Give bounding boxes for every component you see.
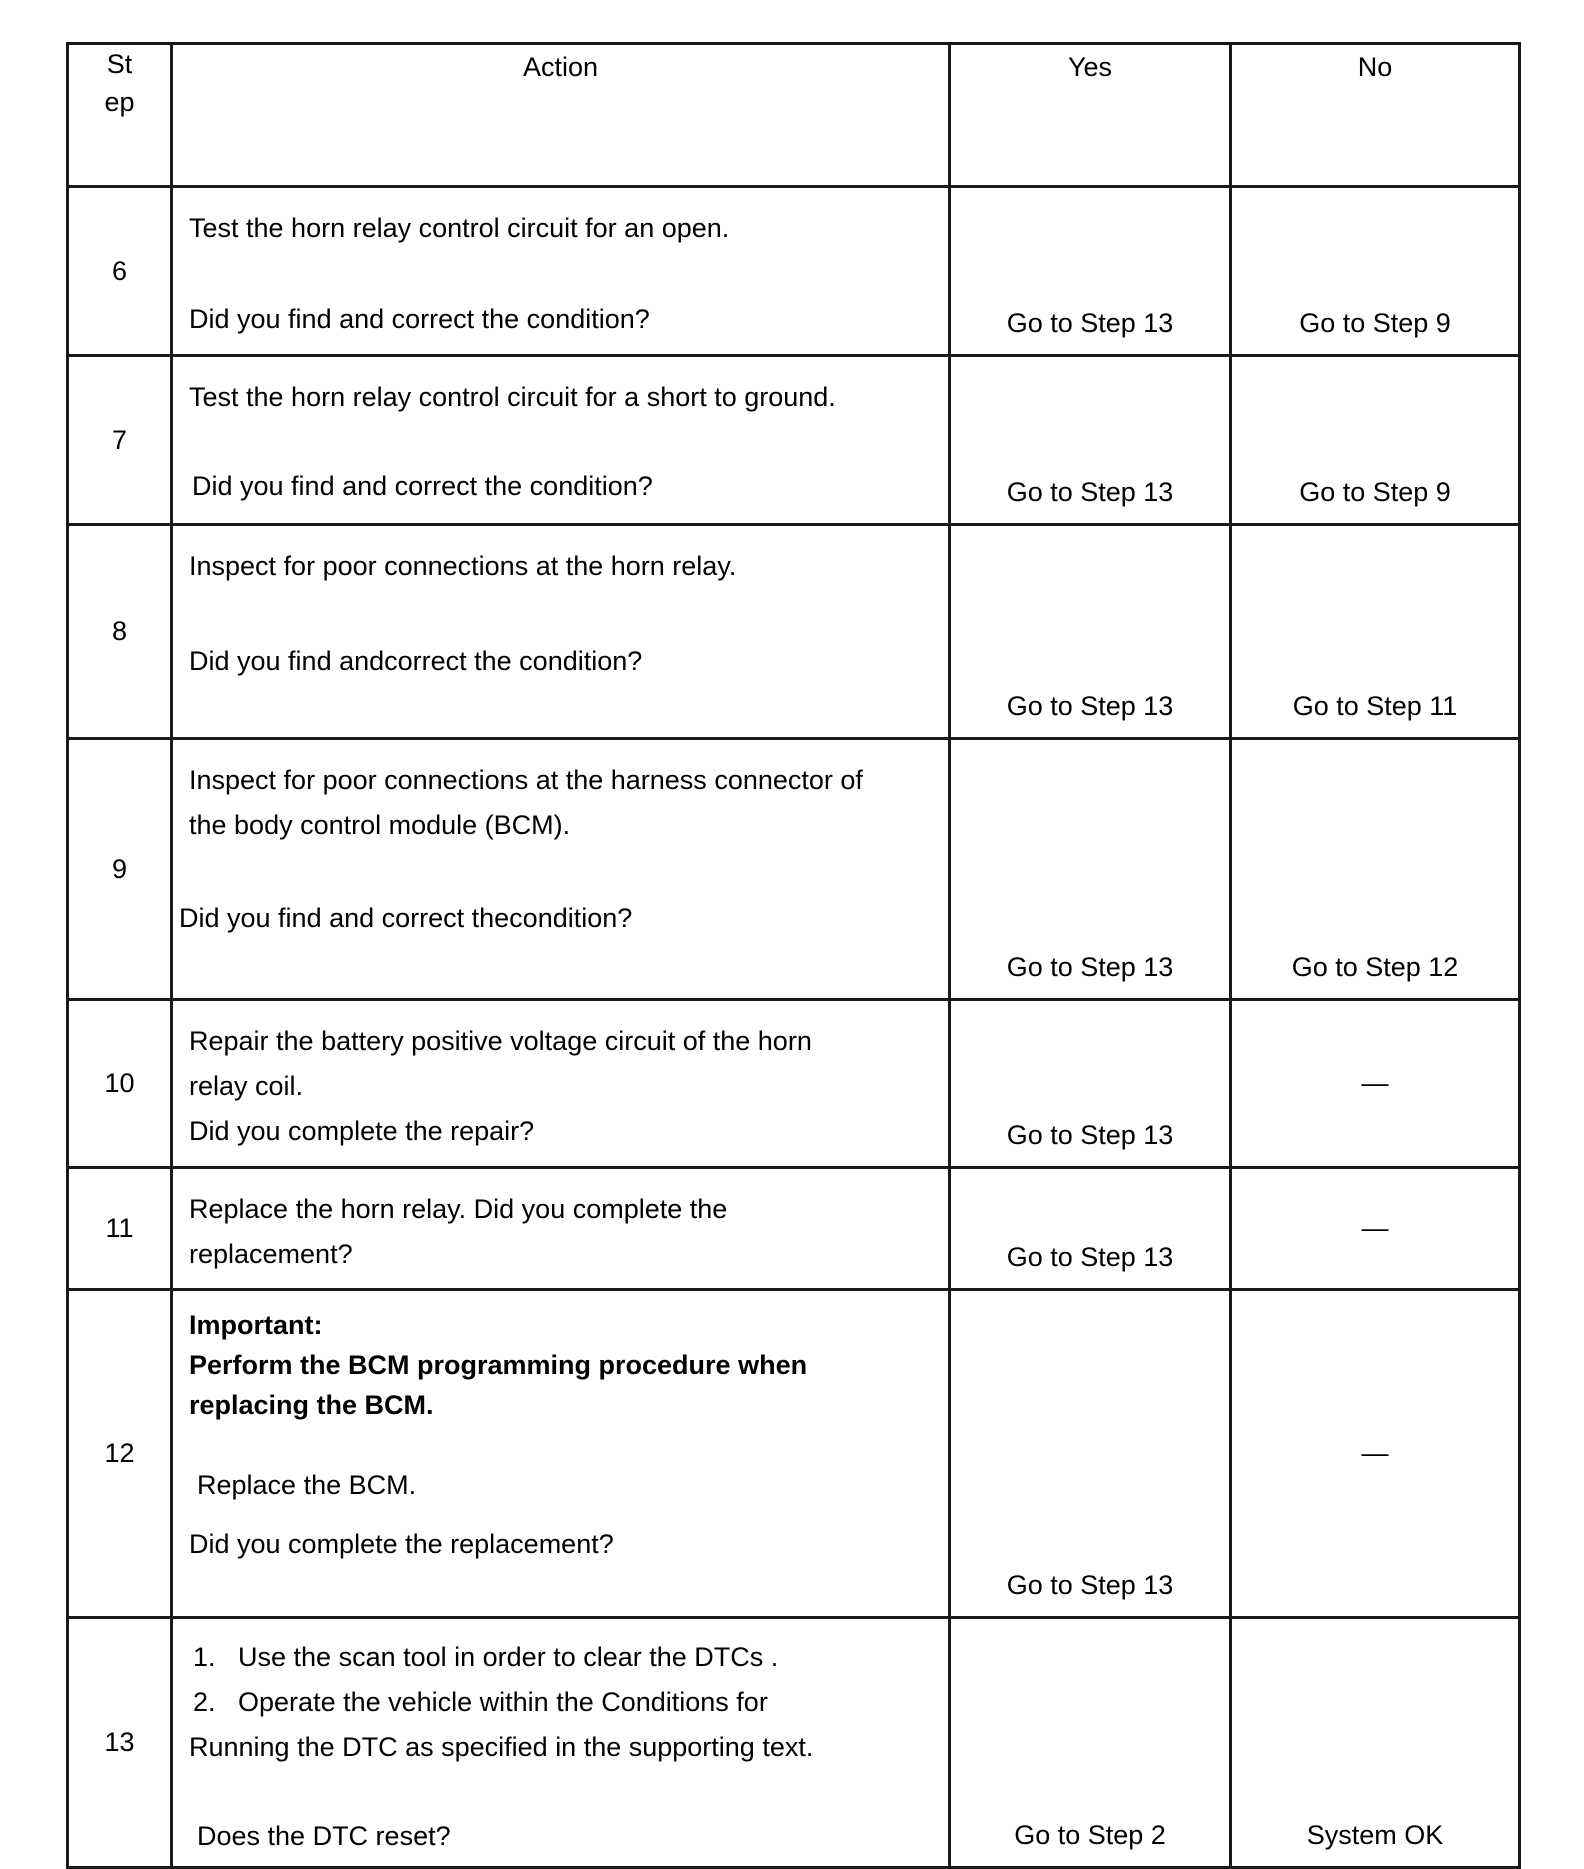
no-cell: Go to Step 11 — [1231, 525, 1520, 739]
yes-cell: Go to Step 13 — [950, 356, 1231, 525]
action-cell — [172, 1000, 950, 1168]
action-cell — [172, 1168, 950, 1290]
important-text: Perform the BCM programming procedure when — [189, 1350, 808, 1380]
action-text: Test the horn relay control circuit for a short to ground. — [189, 382, 836, 412]
yes-cell: Go to Step 13 — [950, 1168, 1231, 1290]
no-cell: System OK — [1231, 1618, 1520, 1868]
step-number: 8 — [68, 525, 172, 739]
header-step — [68, 44, 172, 187]
yes-cell: Go to Step 13 — [950, 1000, 1231, 1168]
header-no — [1231, 44, 1520, 187]
action-text: Replace the BCM. — [197, 1470, 417, 1500]
action-text: Test the horn relay control circuit for an open. — [189, 213, 730, 243]
header-action — [172, 44, 950, 187]
no-cell-dash: — — [1231, 1000, 1520, 1168]
no-cell-dash: — — [1231, 1290, 1520, 1618]
important-text-cont: replacing the BCM. — [189, 1390, 434, 1420]
table-row — [68, 1618, 1520, 1868]
table-row — [68, 356, 1520, 525]
header-action-label: Action — [522, 52, 599, 82]
action-question: Did you find and correct the condition? — [192, 471, 653, 501]
no-cell: Go to Step 9 — [1231, 187, 1520, 356]
action-text: Repair the battery positive voltage circuit of the horn — [189, 1026, 812, 1056]
action-cell — [172, 187, 950, 356]
step-number: 11 — [68, 1168, 172, 1290]
important-label: Important: — [189, 1310, 323, 1340]
table-row — [68, 187, 1520, 356]
action-cell — [172, 1290, 950, 1618]
action-cell — [172, 739, 950, 1000]
yes-cell: Go to Step 13 — [950, 187, 1231, 356]
step-number: 6 — [68, 187, 172, 356]
yes-cell: Go to Step 2 — [950, 1618, 1231, 1868]
table-row — [68, 1290, 1520, 1618]
action-question: Does the DTC reset? — [197, 1821, 451, 1851]
action-cell — [172, 525, 950, 739]
action-question: Did you find and correct the condition? — [189, 304, 650, 334]
yes-cell: Go to Step 13 — [950, 739, 1231, 1000]
header-step-line2: ep — [104, 87, 135, 117]
action-cell — [172, 356, 950, 525]
step-number: 13 — [68, 1618, 172, 1868]
table-row — [68, 739, 1520, 1000]
procedure-list — [189, 1619, 938, 1725]
action-question: Did you find andcorrect the condition? — [189, 646, 643, 676]
table-row — [68, 525, 1520, 739]
diagnostic-table — [66, 42, 1521, 1869]
action-text-cont: Running the DTC as specified in the supporting text. — [189, 1732, 814, 1762]
table-row — [68, 1168, 1520, 1290]
step-number: 10 — [68, 1000, 172, 1168]
action-text: Inspect for poor connections at the horn relay. — [189, 551, 737, 581]
action-cell — [172, 1618, 950, 1868]
action-text-cont: replacement? — [189, 1239, 353, 1269]
no-cell-dash: — — [1231, 1168, 1520, 1290]
table-row — [68, 1000, 1520, 1168]
header-yes-label: Yes — [1067, 52, 1113, 82]
action-text: Inspect for poor connections at the harness connector of — [189, 765, 863, 795]
yes-cell: Go to Step 13 — [950, 1290, 1231, 1618]
no-cell: Go to Step 9 — [1231, 356, 1520, 525]
table-header-row — [68, 44, 1520, 187]
action-text-cont: the body control module (BCM). — [189, 810, 571, 840]
no-cell: Go to Step 12 — [1231, 739, 1520, 1000]
action-question: Did you find and correct thecondition? — [179, 903, 633, 933]
action-text: Replace the horn relay. Did you complete the — [189, 1194, 728, 1224]
step-number: 9 — [68, 739, 172, 1000]
action-text-cont: relay coil. — [189, 1071, 304, 1101]
header-yes — [950, 44, 1231, 187]
action-question: Did you complete the replacement? — [189, 1529, 614, 1559]
action-question: Did you complete the repair? — [189, 1116, 535, 1146]
header-no-label: No — [1357, 52, 1393, 82]
step-number: 7 — [68, 356, 172, 525]
step-number: 12 — [68, 1290, 172, 1618]
header-step-line1: St — [106, 49, 133, 79]
list-item: 2. Operate the vehicle within the Conditions for — [193, 1687, 768, 1717]
yes-cell: Go to Step 13 — [950, 525, 1231, 739]
list-item: 1. Use the scan tool in order to clear the DTCs . — [193, 1642, 779, 1672]
